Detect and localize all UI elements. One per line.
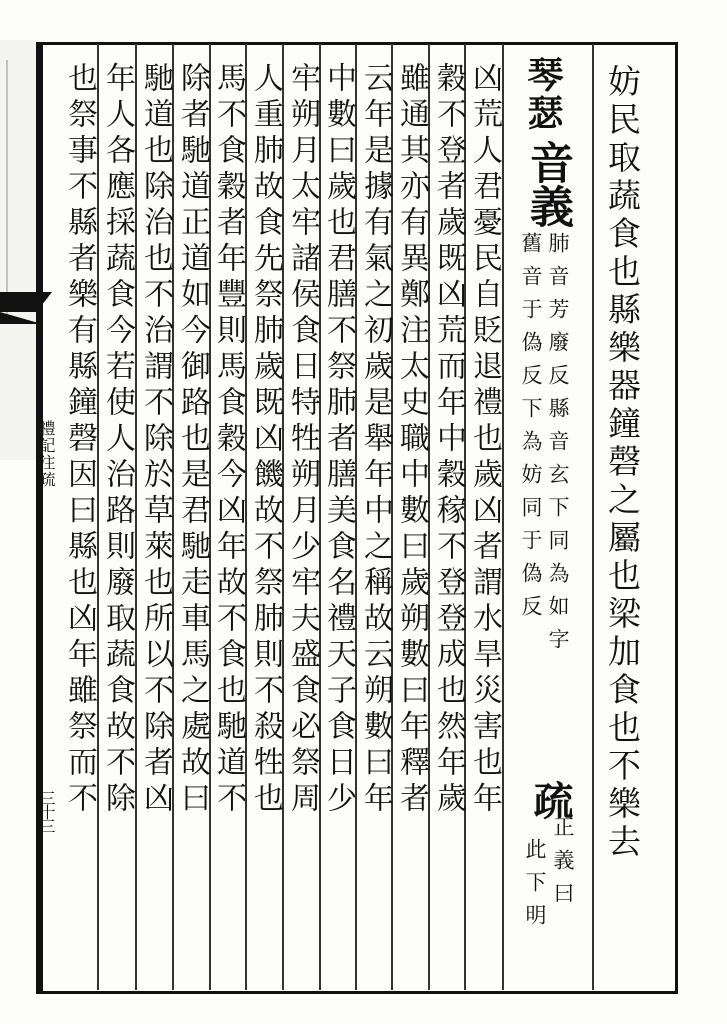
commentary-column-2: 穀不登者歲既凶荒而年中穀稼不登登成也然年歲 bbox=[431, 62, 466, 818]
commentary-column-9: 除者馳道正道如今御路也是君馳走車馬之處故曰 bbox=[175, 62, 210, 818]
commentary-column-5: 中數曰歲也君膳不祭肺者膳美食名禮天子食日少 bbox=[321, 62, 356, 818]
commentary-column-4: 云年是據有氣之初歲是舉年中之稱故云朔數曰年 bbox=[358, 62, 393, 818]
main-text-column: 妨民取蔬食也縣樂器鐘磬之屬也梁加食也不樂去 bbox=[603, 64, 642, 862]
frame-left-edge bbox=[36, 42, 40, 994]
commentary-column-1: 凶荒人君憂民自貶退禮也歲凶者謂水旱災害也年 bbox=[467, 62, 502, 818]
yinyi-note-left: 舊音于偽反下為妨同于偽反 bbox=[519, 232, 543, 628]
yinyi-heading-top: 琴瑟 bbox=[522, 56, 564, 132]
commentary-column-12: 也祭事不縣者樂有縣鐘磬因曰縣也凶年雖祭而不 bbox=[62, 62, 97, 818]
margin-residue bbox=[6, 60, 34, 320]
commentary-column-7: 人重肺故食先祭肺歲既凶饑故不祭肺則不殺牲也 bbox=[248, 62, 283, 818]
commentary-column-3: 雖通其亦有異鄭注太史職中數曰歲朔數曰年釋者 bbox=[394, 62, 429, 818]
page-number: 三十三 bbox=[37, 790, 56, 832]
commentary-column-6: 牢朔月太牢諸侯食日特牲朔月少牢夫盛食必祭周 bbox=[285, 62, 320, 818]
shu-note-left: 此下明 bbox=[523, 838, 547, 937]
column-rule bbox=[502, 44, 504, 990]
shu-note-right: 正義曰 bbox=[551, 816, 575, 915]
commentary-column-8: 馬不食穀者年豐則馬食穀今凶年故不食也馳道不 bbox=[211, 62, 246, 818]
commentary-column-10: 馳道也除治也不治謂不除於草萊也所以不除者凶 bbox=[138, 62, 173, 818]
column-rule bbox=[592, 44, 594, 990]
yinyi-heading: 音義 bbox=[522, 140, 573, 228]
shu-heading: 疏 bbox=[527, 780, 574, 820]
commentary-column-11: 年人各應採蔬食今若使人治路則廢取蔬食故不除 bbox=[100, 62, 135, 818]
yinyi-note-right: 肺音芳廢反縣音玄下同為如字 bbox=[546, 232, 570, 661]
book-title-label: 禮記注疏 bbox=[37, 420, 56, 488]
